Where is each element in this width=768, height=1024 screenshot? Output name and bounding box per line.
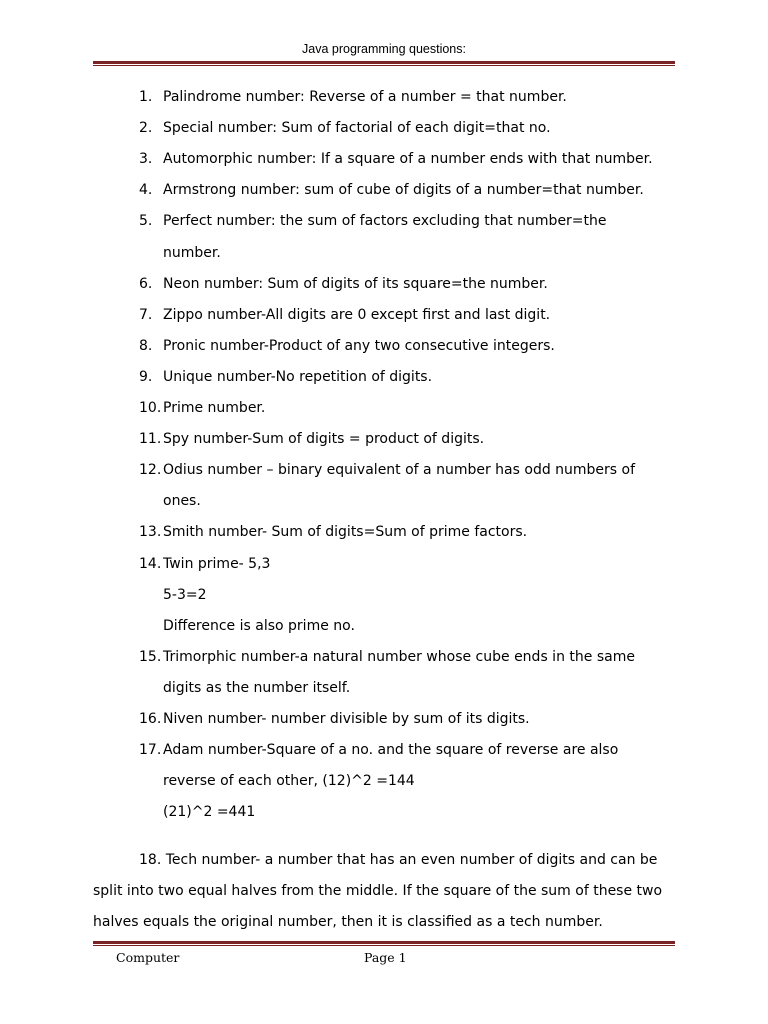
- list-item-number: 17.: [139, 742, 162, 758]
- list-item-number: 4.: [139, 182, 153, 198]
- list-item-text: Armstrong number: sum of cube of digits of a number=that number.: [163, 182, 644, 198]
- list-item-number: 12.: [139, 462, 162, 478]
- list-item-text: Niven number- number divisible by sum of its digits.: [163, 711, 530, 727]
- list-item-text: Neon number: Sum of digits of its square=the number.: [163, 276, 548, 292]
- list-item-number: 10.: [139, 400, 162, 416]
- list-item-text: Zippo number-All digits are 0 except first and last digit.: [163, 307, 551, 323]
- list-item-text: Pronic number-Product of any two consecutive integers.: [163, 338, 555, 354]
- list-item-text: Difference is also prime no.: [163, 618, 355, 634]
- list-item-text: Special number: Sum of factorial of each digit=that no.: [163, 120, 551, 136]
- list-item-number: 8.: [139, 338, 153, 354]
- list-item-text: Trimorphic number-a natural number whose cube ends in the same: [163, 649, 635, 665]
- footer-left-text: Computer: [116, 950, 180, 965]
- list-item-number: 7.: [139, 307, 153, 323]
- list-item-text: Perfect number: the sum of factors excluding that number=the: [163, 213, 607, 229]
- paragraph-line: halves equals the original number, then it is classified as a tech number.: [93, 914, 603, 930]
- list-item-number: 9.: [139, 369, 153, 385]
- list-item-text: Smith number- Sum of digits=Sum of prime factors.: [163, 524, 528, 540]
- paragraph-line: 18. Tech number- a number that has an even number of digits and can be: [139, 852, 658, 868]
- list-item-number: 15.: [139, 649, 162, 665]
- list-item-number: 11.: [139, 431, 162, 447]
- list-item-text: reverse of each other, (12)^2 =144: [163, 773, 415, 789]
- list-item-text: Odius number – binary equivalent of a number has odd numbers of: [163, 462, 636, 478]
- list-item-text: Prime number.: [163, 400, 266, 416]
- list-item-number: 3.: [139, 151, 153, 167]
- list-item-number: 6.: [139, 276, 153, 292]
- list-item-text: Spy number-Sum of digits = product of digits.: [163, 431, 485, 447]
- page-header-title: Java programming questions:: [302, 42, 466, 56]
- footer-page-number: Page 1: [364, 950, 407, 965]
- list-item-text: 5-3=2: [163, 587, 207, 603]
- paragraph-line: split into two equal halves from the middle. If the square of the sum of these two: [93, 883, 663, 899]
- list-item-text: Automorphic number: If a square of a number ends with that number.: [163, 151, 653, 167]
- list-item-number: 14.: [139, 556, 162, 572]
- list-item-number: 5.: [139, 213, 153, 229]
- list-item-number: 1.: [139, 89, 153, 105]
- list-item-text: Twin prime- 5,3: [163, 556, 271, 572]
- list-item-text: Unique number-No repetition of digits.: [163, 369, 433, 385]
- list-item-text: ones.: [163, 493, 201, 509]
- list-item-number: 16.: [139, 711, 162, 727]
- list-item-text: number.: [163, 245, 221, 261]
- list-item-text: digits as the number itself.: [163, 680, 351, 696]
- list-item-number: 2.: [139, 120, 153, 136]
- header-divider: [93, 61, 675, 66]
- list-item-text: (21)^2 =441: [163, 804, 256, 820]
- footer-divider: [93, 941, 675, 946]
- list-item-number: 13.: [139, 524, 162, 540]
- list-item-text: Adam number-Square of a no. and the square of reverse are also: [163, 742, 619, 758]
- list-item-text: Palindrome number: Reverse of a number = that number.: [163, 89, 567, 105]
